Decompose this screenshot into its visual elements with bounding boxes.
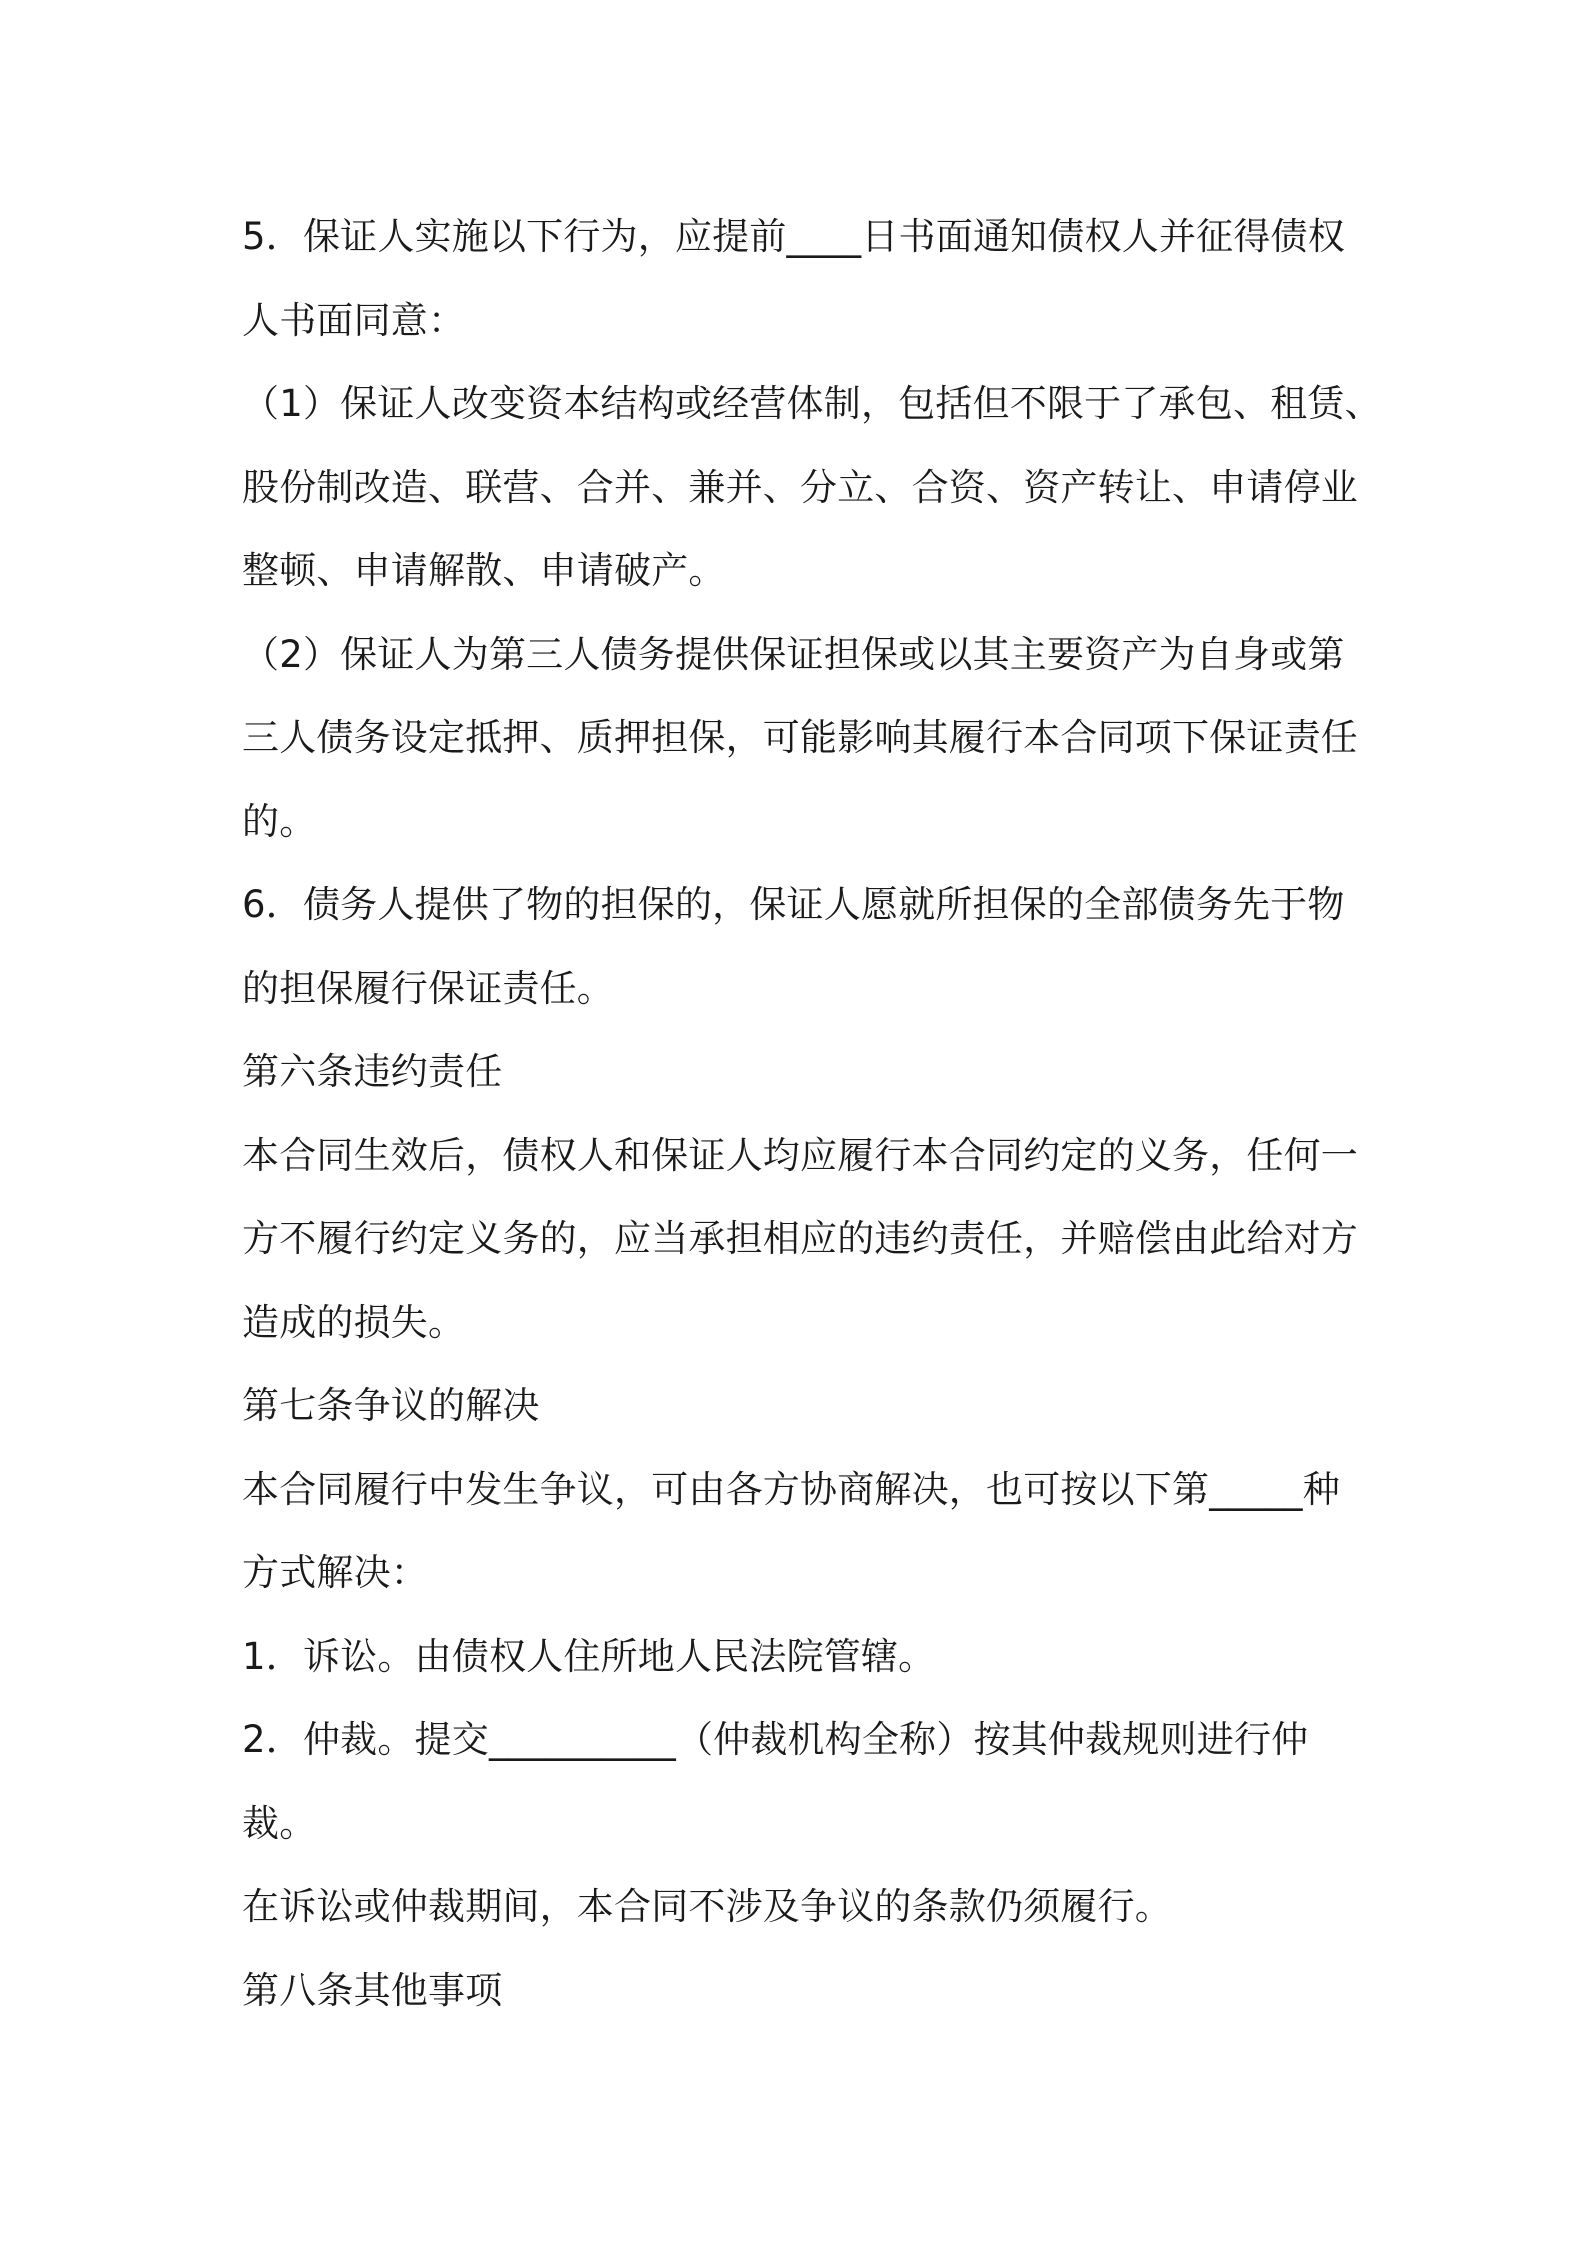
clause-5-item-2-line-3: 的。 bbox=[242, 799, 317, 843]
clause-5-line-1: 5．保证人实施以下行为，应提前____日书面通知债权人并征得债权 bbox=[242, 215, 1345, 258]
clause-5-item-2-line-1: （2）保证人为第三人债务提供保证担保或以其主要资产为自身或第 bbox=[242, 632, 1345, 676]
article-7-line-1: 本合同履行中发生争议，可由各方协商解决，也可按以下第_____种 bbox=[242, 1467, 1340, 1511]
clause-5-item-1-line-3: 整顿、申请解散、申请破产。 bbox=[242, 549, 726, 592]
article-7-line-2: 方式解决： bbox=[242, 1551, 428, 1594]
article-7-option-1: 1．诉讼。由债权人住所地人民法院管辖。 bbox=[242, 1634, 936, 1678]
article-6-line-2: 方不履行约定义务的，应当承担相应的违约责任，并赔偿由此给对方 bbox=[242, 1217, 1358, 1260]
article-8-heading: 第八条其他事项 bbox=[242, 1968, 503, 2012]
clause-5-item-2-line-2: 三人债务设定抵押、质押担保，可能影响其履行本合同项下保证责任 bbox=[242, 716, 1358, 759]
clause-6-line-2: 的担保履行保证责任。 bbox=[242, 966, 614, 1010]
article-6-line-3: 造成的损失。 bbox=[242, 1300, 466, 1344]
document-body bbox=[242, 195, 1382, 2032]
article-7-line-final: 在诉讼或仲裁期间，本合同不涉及争议的条款仍须履行。 bbox=[242, 1885, 1172, 1928]
clause-5-line-2: 人书面同意： bbox=[242, 298, 466, 342]
article-6-heading: 第六条违约责任 bbox=[242, 1050, 503, 1093]
article-6-line-1: 本合同生效后，债权人和保证人均应履行本合同约定的义务，任何一 bbox=[242, 1133, 1358, 1177]
clause-5-item-1-line-1: （1）保证人改变资本结构或经营体制，包括但不限于了承包、租赁、 bbox=[242, 382, 1382, 425]
article-7-heading: 第七条争议的解决 bbox=[242, 1384, 540, 1427]
article-7-option-2-line-2: 裁。 bbox=[242, 1801, 317, 1845]
article-7-option-2-line-1: 2．仲裁。提交__________（仲裁机构全称）按其仲裁规则进行仲 bbox=[242, 1718, 1309, 1761]
clause-6-line-1: 6．债务人提供了物的担保的，保证人愿就所担保的全部债务先于物 bbox=[242, 883, 1345, 926]
clause-5-item-1-line-2: 股份制改造、联营、合并、兼并、分立、合资、资产转让、申请停业 bbox=[242, 465, 1358, 509]
